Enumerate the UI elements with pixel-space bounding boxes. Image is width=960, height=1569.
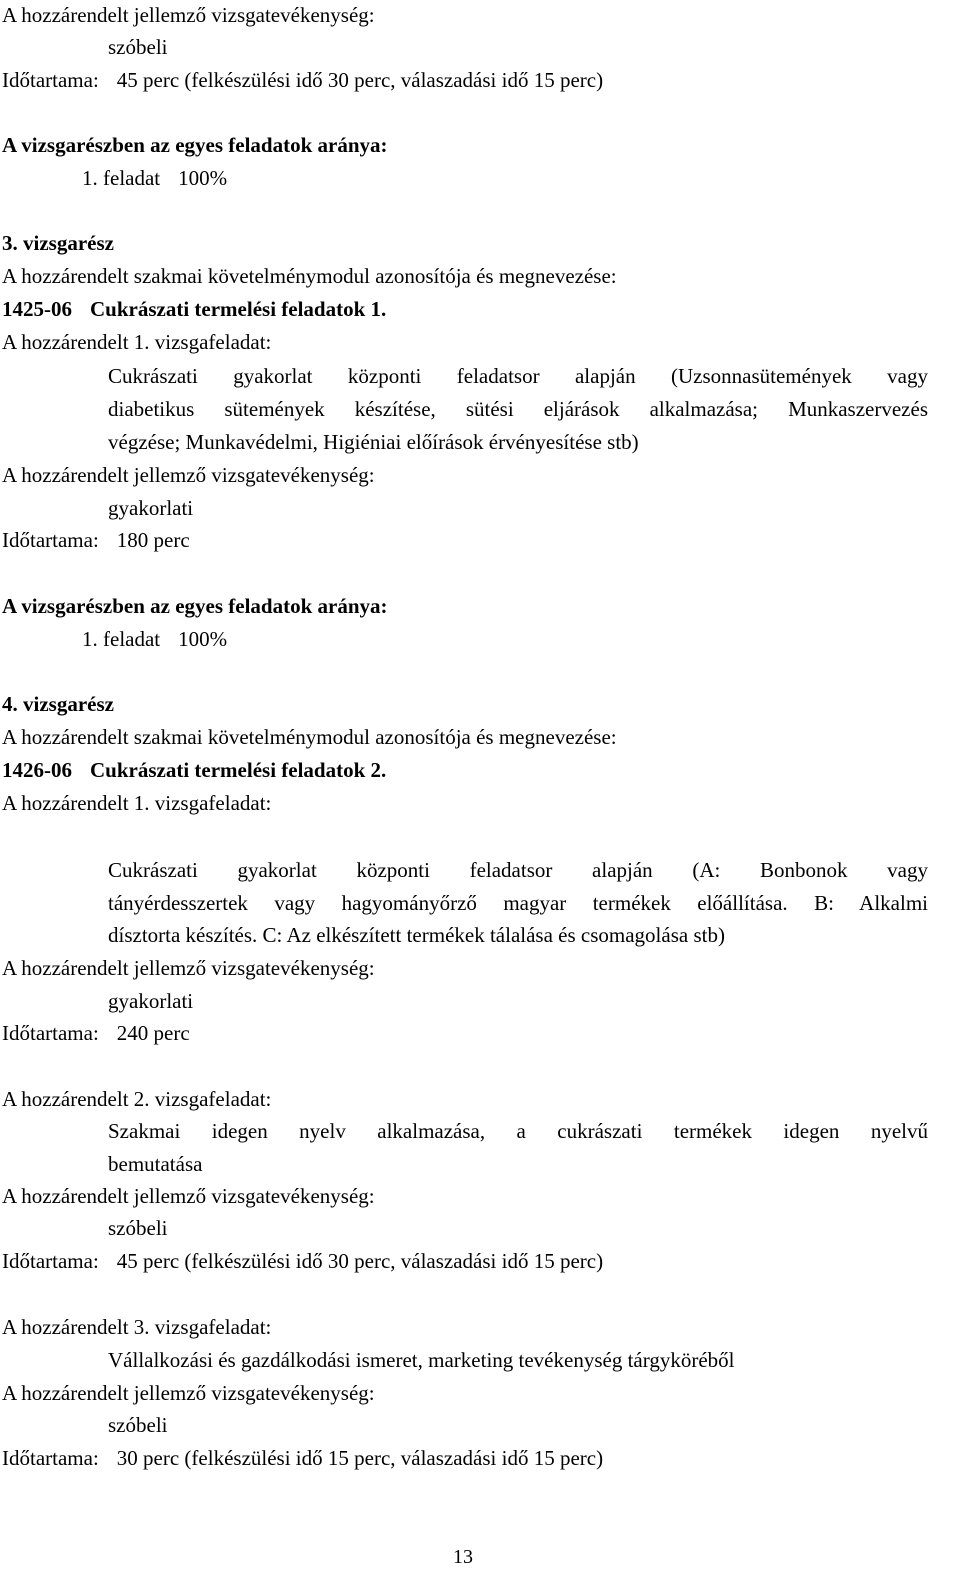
task-ratio-line [82, 626, 227, 652]
duration-label: Időtartama: [2, 1446, 99, 1470]
duration-label: Időtartama: [2, 1249, 99, 1273]
exam-task-label: A hozzárendelt 1. vizsgafeladat: [2, 791, 272, 815]
module-line [2, 757, 386, 783]
activity-value: szóbeli [108, 1216, 168, 1240]
task-ratio-line [82, 165, 227, 191]
ratio-heading: A vizsgarészben az egyes feladatok aránya: [2, 133, 388, 157]
duration-value: 45 perc (felkészülési idő 30 perc, válaszadási idő 15 perc) [116, 68, 604, 92]
module-line [2, 296, 386, 322]
task-label: 1. feladat [82, 627, 161, 651]
module-label: A hozzárendelt szakmai követelménymodul azonosítója és megnevezése: [2, 264, 617, 288]
module-name: Cukrászati termelési feladatok 1. [90, 297, 387, 321]
activity-value: gyakorlati [108, 496, 194, 520]
exam-task-label: A hozzárendelt 3. vizsgafeladat: [2, 1315, 272, 1339]
duration-label: Időtartama: [2, 68, 99, 92]
exam-task-line: bemutatása [108, 1152, 203, 1176]
duration-line [2, 67, 603, 93]
duration-label: Időtartama: [2, 1021, 99, 1045]
task-percent: 100% [178, 627, 228, 651]
exam-task-line: végzése; Munkavédelmi, Higiéniai előírások érvényesítése stb) [108, 430, 639, 454]
duration-value: 240 perc [116, 1021, 190, 1045]
exam-task-line: diabetikus sütemények készítése, sütési eljárások alkalmazása; Munkaszervezés [108, 397, 928, 421]
exam-task-line: Cukrászati gyakorlat központi feladatsor alapján (Uzsonnasütemények vagy [108, 364, 928, 388]
exam-task-line: Szakmai idegen nyelv alkalmazása, a cukrászati termékek idegen nyelvű [108, 1119, 928, 1143]
duration-line [2, 527, 190, 553]
activity-label: A hozzárendelt jellemző vizsgatevékenység: [2, 3, 375, 27]
exam-task-line: Cukrászati gyakorlat központi feladatsor alapján (A: Bonbonok vagy [108, 858, 928, 882]
exam-task-label: A hozzárendelt 1. vizsgafeladat: [2, 330, 272, 354]
exam-task-line: dísztorta készítés. C: Az elkészített termékek tálalása és csomagolása stb) [108, 923, 725, 947]
module-name: Cukrászati termelési feladatok 2. [90, 758, 387, 782]
page-number: 13 [453, 1546, 473, 1568]
module-code: 1425-06 [2, 297, 72, 321]
exam-task-line: tányérdesszertek vagy hagyományőrző magyar termékek előállítása. B: Alkalmi [108, 891, 928, 915]
module-code: 1426-06 [2, 758, 72, 782]
task-label: 1. feladat [82, 166, 161, 190]
duration-value: 180 perc [116, 528, 190, 552]
exam-task-label: A hozzárendelt 2. vizsgafeladat: [2, 1087, 272, 1111]
ratio-heading: A vizsgarészben az egyes feladatok aránya: [2, 594, 388, 618]
duration-value: 45 perc (felkészülési idő 30 perc, válaszadási idő 15 perc) [116, 1249, 604, 1273]
activity-label: A hozzárendelt jellemző vizsgatevékenység: [2, 956, 375, 980]
duration-line [2, 1020, 190, 1046]
duration-line [2, 1248, 603, 1274]
duration-line [2, 1445, 603, 1471]
section-heading: 4. vizsgarész [2, 692, 114, 716]
duration-value: 30 perc (felkészülési idő 15 perc, válaszadási idő 15 perc) [116, 1446, 604, 1470]
activity-label: A hozzárendelt jellemző vizsgatevékenység: [2, 1184, 375, 1208]
activity-label: A hozzárendelt jellemző vizsgatevékenység: [2, 1381, 375, 1405]
duration-label: Időtartama: [2, 528, 99, 552]
activity-value: szóbeli [108, 1413, 168, 1437]
activity-value: gyakorlati [108, 989, 194, 1013]
activity-value: szóbeli [108, 35, 168, 59]
task-percent: 100% [178, 166, 228, 190]
activity-label: A hozzárendelt jellemző vizsgatevékenység: [2, 463, 375, 487]
exam-task-line: Vállalkozási és gazdálkodási ismeret, marketing tevékenység tárgyköréből [108, 1348, 735, 1372]
section-heading: 3. vizsgarész [2, 231, 114, 255]
module-label: A hozzárendelt szakmai követelménymodul azonosítója és megnevezése: [2, 725, 617, 749]
